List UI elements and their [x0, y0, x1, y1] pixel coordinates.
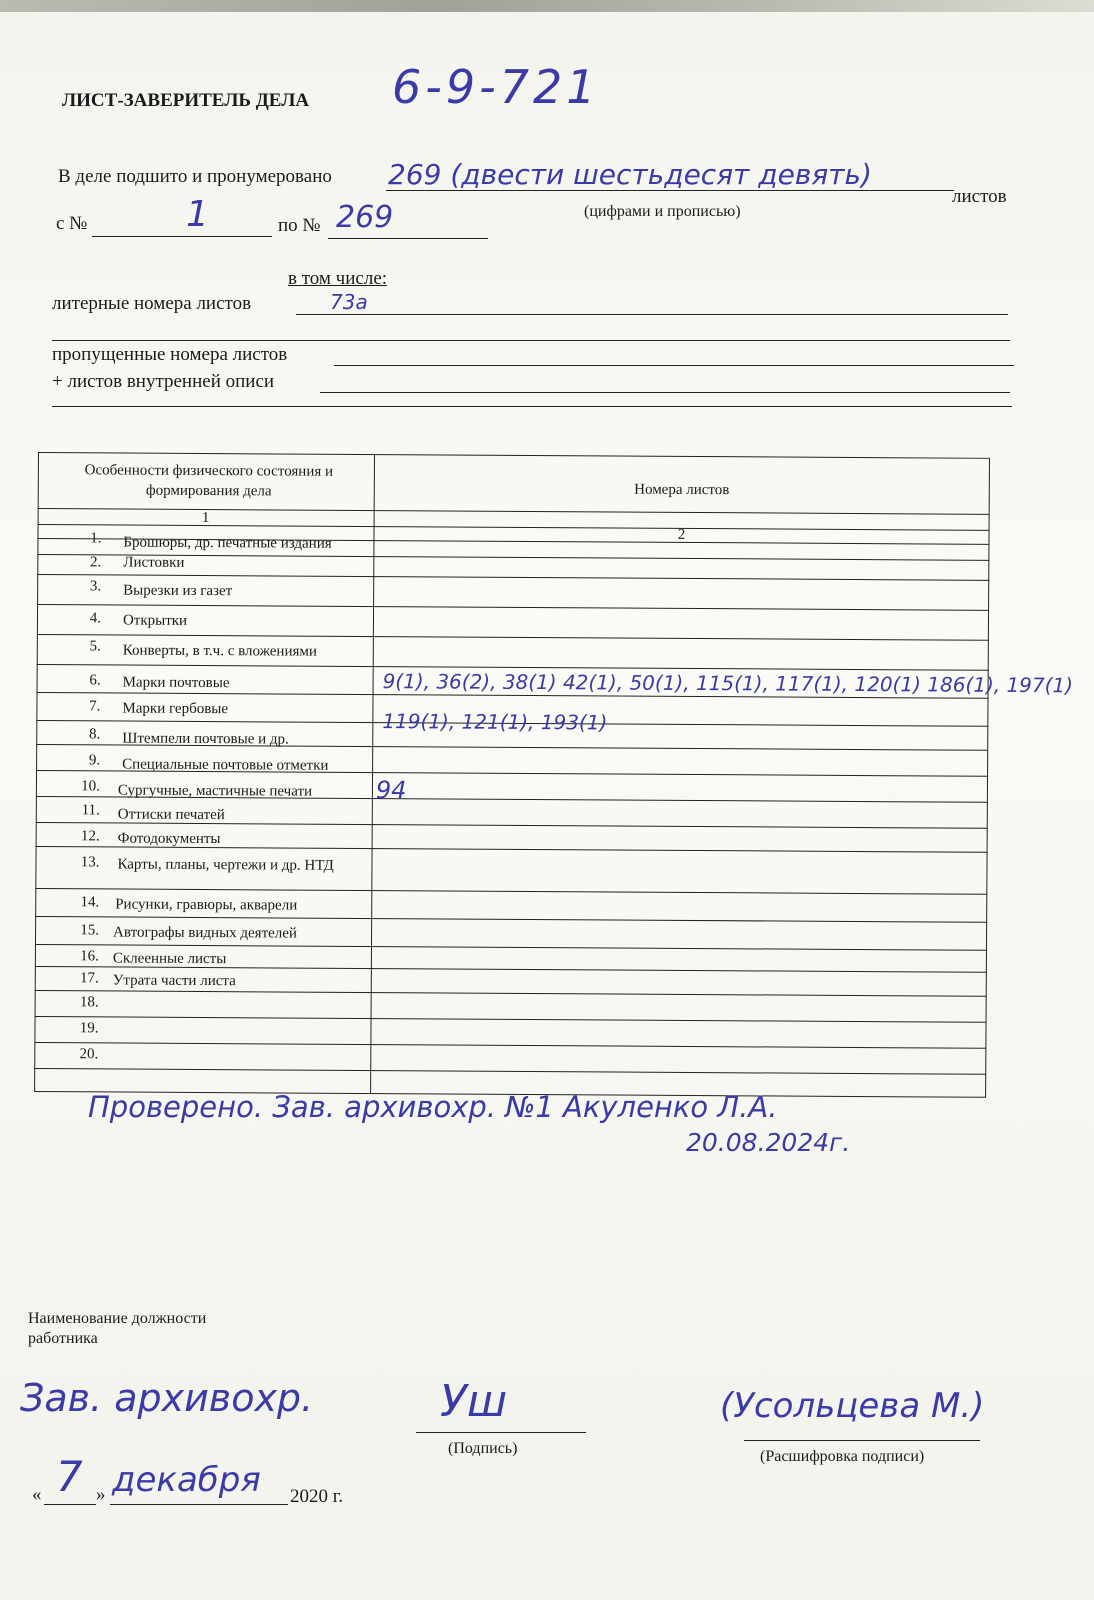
row-label: Автографы видных деятелей [113, 924, 298, 942]
row-label: Рисунки, гравюры, акварели [115, 896, 298, 914]
position-value: Зав. архивохр. [20, 1376, 314, 1420]
to-value: 269 [336, 200, 394, 235]
inner-label: + листов внутренней описи [52, 371, 275, 392]
row-number: 4. [89, 610, 102, 627]
page-title: ЛИСТ-ЗАВЕРИТЕЛЬ ДЕЛА [62, 90, 310, 111]
position-label-2: работника [28, 1330, 98, 1347]
row-label: Конверты, в т.ч. с вложениями [122, 642, 317, 660]
row-label: Штемпели почтовые и др. [122, 730, 289, 748]
row-label: Открытки [122, 612, 188, 629]
count-suffix: листов [952, 186, 1007, 207]
to-label: по № [278, 215, 321, 236]
position-label-1: Наименование должности [28, 1310, 207, 1327]
row-label: Склеенные листы [112, 950, 227, 968]
row-label: Специальные почтовые отметки [122, 756, 329, 774]
row-number: 18. [79, 994, 99, 1011]
from-underline [92, 236, 272, 237]
count-hint: (цифрами и прописью) [584, 203, 741, 220]
case-number: 6-9-721 [392, 60, 600, 114]
column-1-index: 1 [201, 510, 210, 527]
row-number: 19. [79, 1020, 99, 1037]
signature-underline [416, 1432, 586, 1433]
signature-label: (Подпись) [448, 1440, 518, 1457]
date-month: декабря [112, 1460, 261, 1500]
row-number: 3. [89, 578, 102, 595]
row-label: Карты, планы, чертежи и др. НТД [117, 856, 334, 874]
date-open-quote: « [32, 1484, 42, 1505]
row-number: 9. [88, 752, 101, 769]
row-value-wax-seals: 94 [375, 776, 407, 805]
row-label: Брошюры, др. печатные издания [123, 534, 332, 552]
row-number: 7. [89, 698, 101, 715]
decode-value: (Усольцева М.) [720, 1386, 985, 1426]
date-close-quote: » [96, 1484, 106, 1505]
row-number: 1. [90, 530, 102, 547]
row-number: 2. [90, 554, 102, 571]
row-number: 10. [81, 778, 101, 795]
decode-underline [744, 1440, 980, 1441]
conditions-table [34, 452, 1074, 1098]
row-label: Оттиски печатей [117, 806, 225, 824]
date-day: 7 [56, 1452, 83, 1501]
from-value: 1 [186, 194, 209, 235]
row-label: Листовки [123, 554, 185, 571]
column-1-header: Особенности физического состояния и формирования дела [84, 462, 334, 500]
column-2-index: 2 [677, 526, 686, 543]
count-prefix: В деле подшито и пронумеровано [58, 166, 332, 187]
row-number: 11. [81, 802, 100, 819]
literal-underline-2 [52, 340, 1010, 341]
literal-label: литерные номера листов [52, 293, 252, 314]
row-number: 5. [89, 638, 101, 655]
row-label: Сургучные, мастичные печати [117, 782, 313, 800]
including-heading: в том числе: [288, 268, 388, 289]
from-label: с № [56, 213, 88, 234]
row-label: Вырезки из газет [123, 582, 233, 600]
missing-underline [334, 365, 1014, 366]
missing-label: пропущенные номера листов [52, 344, 288, 365]
verification-date: 20.08.2024г. [686, 1128, 851, 1157]
inner-underline [320, 392, 1010, 393]
date-day-underline [44, 1504, 96, 1505]
date-month-underline [110, 1504, 288, 1505]
row-label: Марки гербовые [122, 700, 229, 718]
literal-underline [296, 314, 1008, 315]
scan-edge [0, 0, 1094, 12]
row-label: Марки почтовые [122, 674, 230, 692]
row-number: 6. [89, 672, 101, 689]
count-value: 269 (двести шестьдесят девять) [388, 158, 872, 191]
row-label: Утрата части листа [112, 972, 236, 990]
to-underline [328, 238, 488, 239]
row-number: 14. [80, 894, 100, 911]
row-number: 13. [80, 854, 100, 871]
row-number: 8. [88, 726, 101, 743]
decode-label: (Расшифровка подписи) [760, 1448, 925, 1465]
column-2-header: Номера листов [634, 481, 730, 499]
inner-underline-2 [52, 406, 1012, 407]
row-number: 17. [79, 970, 99, 987]
row-label: Фотодокументы [117, 830, 221, 848]
literal-value: 73а [330, 290, 368, 314]
date-year: 2020 г. [290, 1486, 344, 1507]
row-value-postage-stamps: 9(1), 36(2), 38(1) 42(1), 50(1), 115(1), 117(1), 120(1) 186(1), 197(1) [382, 669, 1074, 698]
row-number: 20. [79, 1046, 99, 1063]
row-number: 12. [80, 828, 100, 845]
signature-mark: Уш [440, 1376, 508, 1427]
row-number: 16. [80, 948, 99, 965]
verification-note: Проверено. Зав. архивохр. №1 Акуленко Л.А. [88, 1090, 778, 1124]
row-value-revenue-stamps: 119(1), 121(1), 193(1) [382, 709, 608, 735]
row-number: 15. [80, 922, 100, 939]
